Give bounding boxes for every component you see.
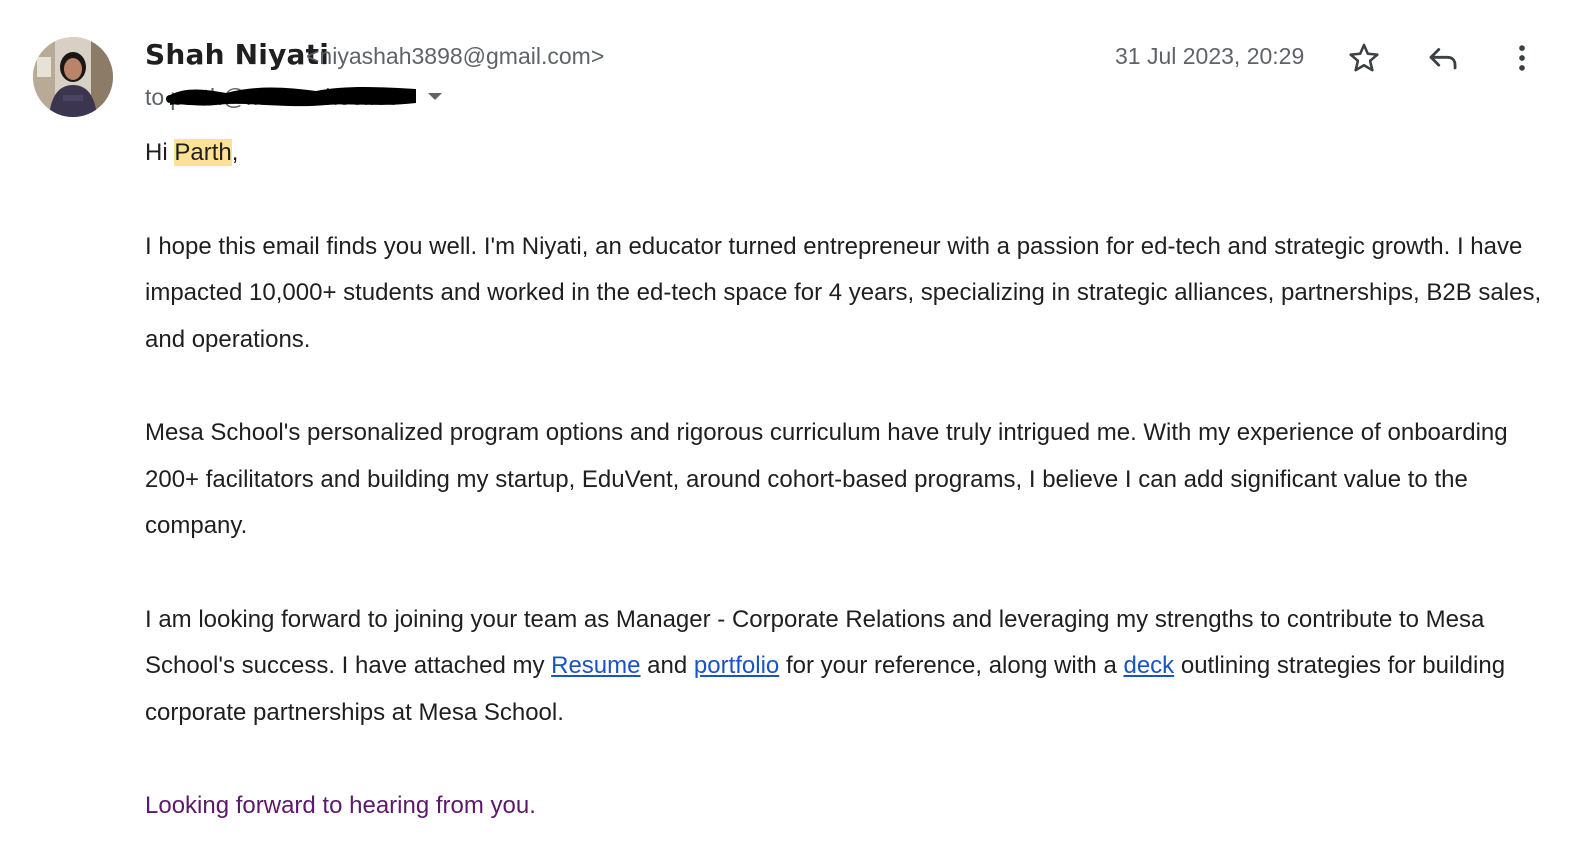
to-label: to — [145, 84, 165, 110]
star-button[interactable] — [1344, 38, 1384, 78]
dropdown-arrow-icon — [425, 86, 445, 106]
sender-email: <niyashah3898@gmail.com> — [306, 43, 605, 69]
paragraph-interest: Mesa School's personalized program options and rigorous curriculum have truly intrigued me. With my experience of onboarding 200+ facilitators and building my startup, EduVent, around cohort-based programs, I believe I can add significant value to the company. — [145, 419, 1508, 539]
attachments-text-4: outlining strategies for building corporate partnerships at Mesa School. — [145, 652, 1506, 726]
avatar-photo — [33, 37, 113, 117]
attachments-text-3: for your reference, along with a — [779, 652, 1124, 679]
attachments-text-1: I am looking forward to joining your team as Manager - Corporate Relations and leveraging my strengths to contribute to Mesa School's success. I have attached my — [145, 605, 1485, 679]
portfolio-link[interactable]: portfolio — [693, 652, 780, 679]
greeting-prefix: Hi — [145, 139, 175, 166]
redaction-mark — [166, 83, 418, 109]
attachments-text-2: and — [640, 652, 694, 679]
sender-name[interactable]: Shah Niyati — [145, 38, 330, 71]
reply-button[interactable] — [1423, 38, 1463, 78]
paragraph-attachments — [145, 597, 1545, 737]
paragraph-intro: I hope this email finds you well. I'm Niyati, an educator turned entrepreneur with a passion for ed-tech and strategic growth. I have impacted 10,000+ students and worked in the ed-tech space for 4 years, specializing in strategic alliances, partnerships, B2B sales, and operations. — [145, 232, 1542, 353]
closing-line: Looking forward to hearing from you. — [145, 792, 536, 819]
greeting-suffix: , — [231, 139, 239, 166]
more-vert-icon — [1505, 41, 1539, 75]
sender-avatar[interactable] — [33, 37, 113, 117]
highlighted-name: Parth — [174, 139, 232, 166]
email-body — [145, 130, 1545, 830]
reply-icon — [1426, 41, 1460, 75]
resume-link[interactable]: Resume — [551, 652, 641, 679]
more-options-button[interactable] — [1502, 38, 1542, 78]
greeting — [145, 130, 1545, 177]
email-timestamp: 31 Jul 2023, 20:29 — [1115, 43, 1305, 69]
deck-link[interactable]: deck — [1123, 652, 1175, 679]
star-icon — [1347, 41, 1381, 75]
show-details-dropdown[interactable] — [425, 86, 445, 106]
